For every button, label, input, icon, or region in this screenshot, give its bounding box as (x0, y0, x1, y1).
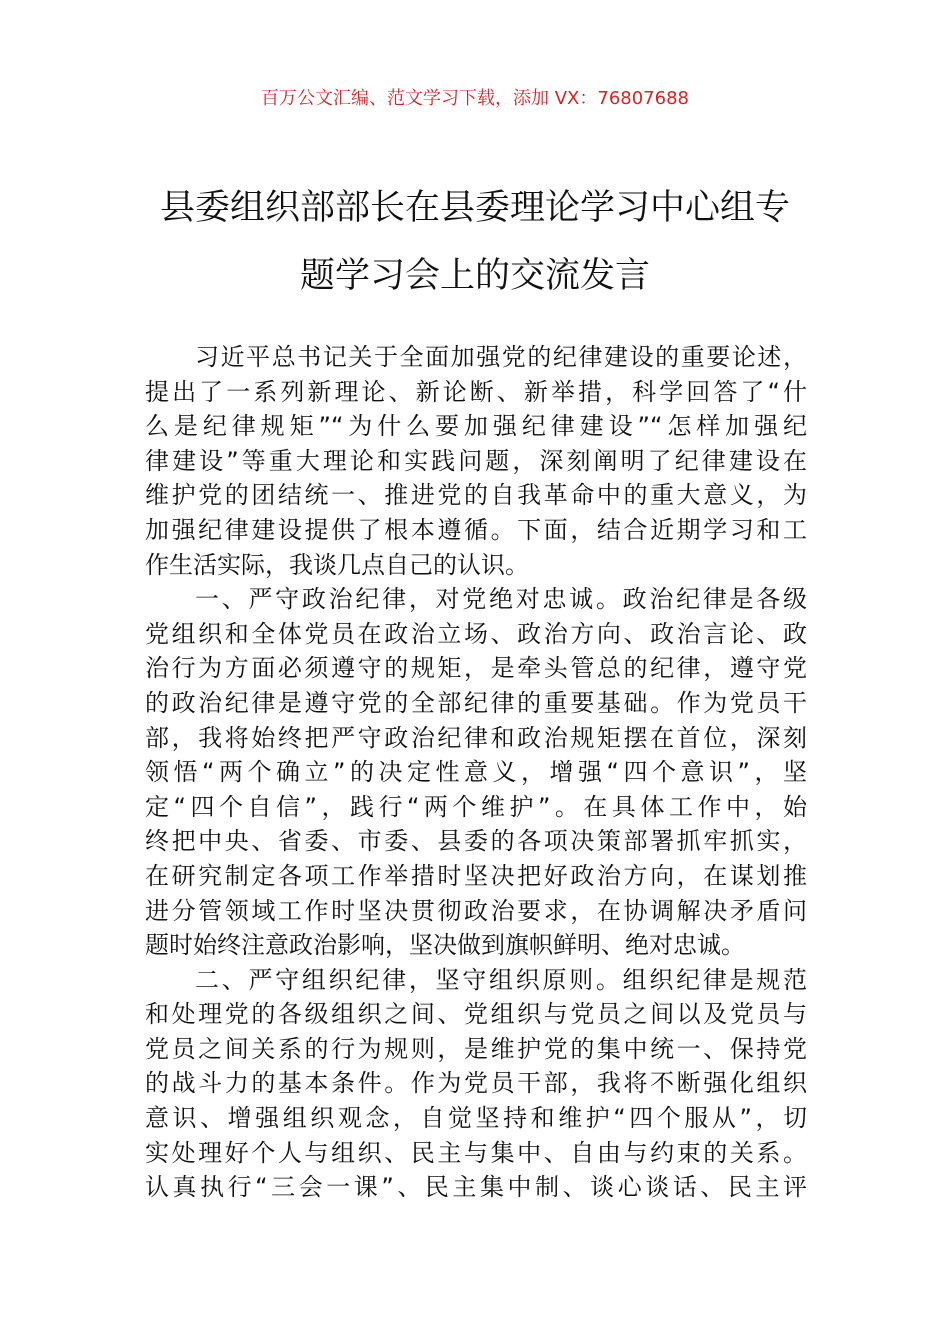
watermark-header: 百万公文汇编、范文学习下载，添加 VX：76807688 (261, 88, 689, 109)
paragraph (145, 340, 807, 582)
paragraph-line: 进分管领域工作时坚决贯彻政治要求，在协调解决矛盾问 (145, 896, 807, 925)
paragraph-line: 领悟“两个确立”的决定性意义，增强“四个意识”，坚 (145, 758, 807, 787)
paragraph (145, 963, 807, 1205)
document-title-line-2: 题学习会上的交流发言 (299, 256, 650, 296)
document-body (145, 340, 807, 1205)
paragraph-line: 党组织和全体党员在政治立场、政治方向、政治言论、政 (145, 619, 807, 648)
paragraph-line: 的政治纪律是遵守党的全部纪律的重要基础。作为党员干 (145, 688, 807, 717)
paragraph-line: 终把中央、省委、市委、县委的各项决策部署抓牢抓实， (145, 827, 807, 856)
paragraph-line: 题时始终注意政治影响，坚决做到旗帜鲜明、绝对忠诚。 (145, 931, 745, 960)
paragraph-line: 律建设”等重大理论和实践问题，深刻阐明了纪律建设在 (145, 446, 807, 475)
paragraph-line: 维护党的团结统一、推进党的自我革命中的重大意义，为 (145, 481, 807, 510)
document-title-line-1: 县委组织部部长在县委理论学习中心组专 (159, 188, 790, 228)
paragraph-line: 习近平总书记关于全面加强党的纪律建设的重要论述， (195, 343, 807, 371)
paragraph-line: 提出了一系列新理论、新论断、新举措，科学回答了“什 (145, 377, 807, 406)
paragraph (145, 582, 807, 963)
paragraph-line: 部，我将始终把严守政治纪律和政治规矩摆在首位，深刻 (145, 723, 807, 752)
paragraph-line: 一、严守政治纪律，对党绝对忠诚。政治纪律是各级 (195, 585, 807, 614)
paragraph-line: 的战斗力的基本条件。作为党员干部，我将不断强化组织 (145, 1069, 807, 1098)
paragraph-line: 实处理好个人与组织、民主与集中、自由与约束的关系。 (145, 1138, 807, 1167)
paragraph-line: 党员之间关系的行为规则，是维护党的集中统一、保持党 (145, 1034, 807, 1063)
paragraph-line: 作生活实际，我谈几点自己的认识。 (145, 550, 529, 579)
paragraph-line: 定“四个自信”，践行“两个维护”。在具体工作中，始 (145, 792, 807, 821)
paragraph-line: 二、严守组织纪律，坚守组织原则。组织纪律是规范 (195, 965, 807, 994)
paragraph-line: 治行为方面必须遵守的规矩，是牵头管总的纪律，遵守党 (145, 654, 807, 683)
paragraph-line: 加强纪律建设提供了根本遵循。下面，结合近期学习和工 (145, 515, 807, 544)
paragraph-line: 和处理党的各级组织之间、党组织与党员之间以及党员与 (145, 1000, 807, 1029)
paragraph-line: 在研究制定各项工作举措时坚决把好政治方向，在谋划推 (145, 861, 807, 890)
paragraph-line: 意识、增强组织观念，自觉坚持和维护“四个服从”，切 (145, 1104, 807, 1133)
paragraph-line: 么是纪律规矩”“为什么要加强纪律建设”“怎样加强纪 (145, 412, 807, 441)
paragraph-line: 认真执行“三会一课”、民主集中制、谈心谈话、民主评 (145, 1173, 807, 1202)
